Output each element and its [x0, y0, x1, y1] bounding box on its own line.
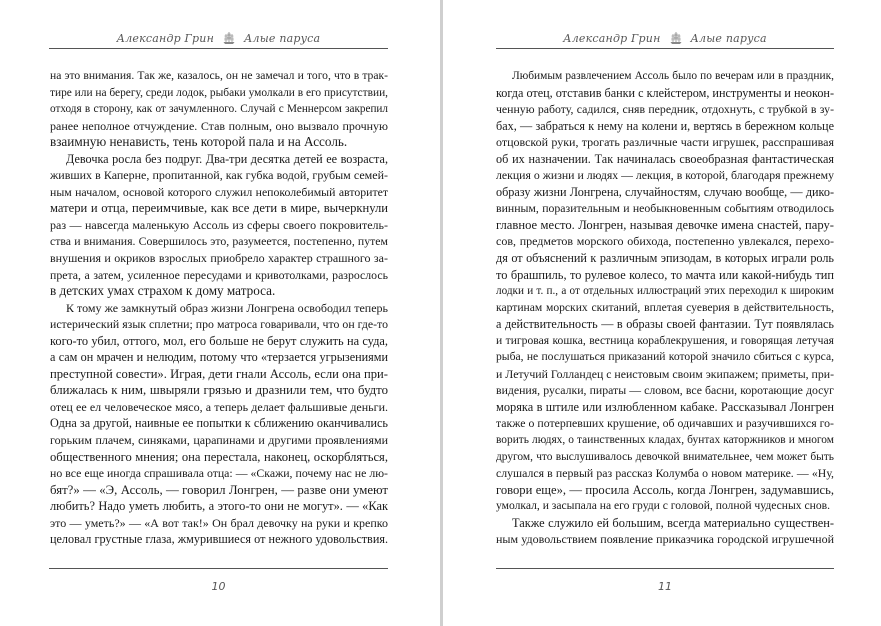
- text-line: ближалась к ним, швыряли грязью и дразнили тем, что будто: [50, 383, 388, 398]
- text-line: целовал грустные глаза, жмурившиеся от нежного удовольствия.: [50, 532, 388, 547]
- text-line: раз — навсегда маленькую Ассоль из сферы своего покровитель-: [50, 217, 388, 232]
- text-line: сов, предметов морского обихода, постепенно увлекался, перехо-: [496, 234, 834, 249]
- text-line: слушался в первый раз рассказ Колумба о новом материке. — «Ну,: [496, 466, 834, 481]
- left-page: [0, 0, 440, 626]
- text-line: кого-то убил, оттого, мол, его больше не берут служить на суда,: [50, 333, 388, 348]
- header-rule: [49, 48, 388, 49]
- text-line: а действительность — в образы своей фантазии. Тут появлялась: [496, 317, 834, 332]
- right-page: [443, 0, 881, 626]
- text-line: бят?» — «Э, Ассоль, — говорил Лонгрен, — разве они умеют: [50, 482, 388, 497]
- running-header: [49, 30, 388, 46]
- page-body-text: [496, 68, 834, 548]
- text-line: взаимную ненависть, тень которой пала и на Ассоль.: [50, 134, 348, 150]
- text-line: К тому же замкнутый образ жизни Лонгрена освободил теперь: [66, 300, 388, 315]
- header-title: Алые паруса: [244, 31, 321, 45]
- text-line: также о потерпевших крушение, об одичавших и разучившихся го-: [496, 416, 834, 431]
- text-line: другом, что выслушивалось девочкой внимательнее, чем может быть: [496, 450, 834, 463]
- text-line: отцовской руки, трогать различные части игрушек, расспрашивая: [496, 135, 834, 150]
- text-line: ным началом, основой которого служил непоколебимый авторитет: [50, 184, 388, 199]
- header-author: Александр Грин: [116, 31, 215, 45]
- text-line: об их назначении. Так начиналась своеобразная фантастическая: [496, 151, 834, 166]
- text-line: моряка в штиле или излюбленном кабаке. Рассказывал Лонгрен: [496, 399, 834, 414]
- page-number: 11: [658, 580, 672, 593]
- text-line: ства и внимания. Совершилось это, разумеется, постепенно, путем: [50, 234, 388, 249]
- text-line: и Летучий Голландец с неистовым своим экипажем; приметы, при-: [496, 366, 834, 381]
- text-line: преступной совести». Играя, дети гнали Ассоль, если она при-: [50, 366, 388, 381]
- text-line: бах, — забраться к нему на колени и, вертясь в бережном кольце: [496, 118, 834, 133]
- text-line: Одна за другой, наивные ее попытки к сближению оканчивались: [50, 416, 388, 431]
- text-line: винным, поразительным и необыкновенным событиям отводилось: [496, 201, 834, 216]
- footer-rule: [49, 568, 388, 569]
- text-line: на это внимания. Так же, казалось, он не замечал и того, что в трак-: [50, 69, 388, 82]
- text-line: ченную работу, садился, сняв передник, отдохнуть, с трубкой в зу-: [496, 102, 834, 117]
- text-line: отходя в сторону, как от зачумленного. Случай с Меннерсом закрепил: [50, 103, 388, 116]
- text-line: ранее неполное отчуждение. Став полным, оно вызвало прочную: [50, 118, 388, 133]
- page-body-text: [50, 68, 388, 548]
- text-line: горьким плачем, синяками, царапинами и другими проявлениями: [50, 433, 388, 448]
- text-line: живших в Каперне, пропитанной, как губка водой, грубым семей-: [50, 168, 388, 183]
- text-line: и тигровая кошка, вестница кораблекрушения, и говорящая летучая: [496, 333, 834, 347]
- text-line: прета, а затем, усиленное пересудами и кривотолками, разрослось: [50, 267, 388, 282]
- text-line: матери и отца, переимчивые, как все дети в мире, вычеркнули: [50, 201, 388, 216]
- text-line: Девочка росла без подруг. Два-три десятка детей ее возраста,: [66, 151, 388, 166]
- text-line: лекция о жизни и людях — лекция, в которой, благодаря прежнему: [496, 168, 834, 183]
- text-line: когда отец, отставив банки с клейстером, инструменты и неокон-: [496, 85, 834, 100]
- text-line: ным удовольствием появление приказчика городской игрушечной: [496, 532, 834, 547]
- header-rule: [496, 48, 834, 49]
- text-line: ворить людях, о таинственных кладах, бунтах каторжников и многом: [496, 434, 834, 447]
- text-line: видения, русалки, пираты — словом, все басни, коротающие досуг: [496, 383, 834, 398]
- text-line: а сам он мрачен и нелюдим, потому что «терзается угрызениями: [50, 350, 388, 365]
- text-line: то брашпиль, то рулевое колесо, то мачта или какой-нибудь тип: [496, 267, 834, 282]
- text-line: умолкал, и засыпала на его груди с головой, полной чудесных снов.: [496, 499, 831, 513]
- text-line: но все еще иногда спрашивала отца: — «Скажи, почему нас не лю-: [50, 466, 388, 481]
- text-line: Любимым развлечением Ассоль было по вечерам или в праздник,: [512, 70, 834, 82]
- text-line: внушения и окриков взрослых приобрело характер страшного за-: [50, 251, 388, 266]
- text-line: рыба, не послушаться приказаний которой значило сбиться с курса,: [496, 350, 834, 364]
- sailing-ship-icon: [222, 31, 236, 45]
- text-line: дя от объяснений к различным эпизодам, в которых играли роль: [496, 251, 834, 266]
- text-line: в детских умах страхом к дому матроса.: [50, 283, 276, 299]
- footer-rule: [496, 568, 834, 569]
- text-line: образу жизни Лонгрена, случайностям, случаю вообще, — дико-: [496, 184, 834, 199]
- text-line: истерический язык сплетни; про матроса говаривали, что он где-то: [50, 317, 388, 332]
- text-line: это — уметь?» — «А вот так!» Он брал девочку на руки и крепко: [50, 515, 388, 530]
- header-title: Алые паруса: [690, 31, 767, 45]
- text-line: говори еще», — просила Ассоль, когда Лонгрен, задумавшись,: [496, 482, 834, 497]
- text-line: Также служило ей большим, всегда материально существен-: [512, 515, 834, 530]
- text-line: общественного мнения; она перестала, наконец, оскорбляться,: [50, 449, 388, 464]
- page-number: 10: [211, 580, 226, 593]
- text-line: главное место. Лонгрен, называя девочке имена снастей, пару-: [496, 217, 834, 232]
- text-line: любить? Надо уметь любить, а этого-то они не могут». — «Как: [50, 499, 388, 514]
- header-author: Александр Грин: [563, 31, 661, 45]
- text-line: картинам морских скитаний, вплетая суеверия в действительность,: [496, 300, 834, 314]
- text-line: тире или на берегу, среди лодок, рыбаки умолкали в его присутствии,: [50, 86, 388, 99]
- text-line: отец ее ел человеческое мясо, а теперь делает фальшивые деньги.: [50, 399, 388, 414]
- sailing-ship-icon: [669, 31, 683, 45]
- running-header: [496, 30, 834, 46]
- text-line: лодки и т. п., а от отдельных иллюстраций этих переходил к широким: [496, 285, 834, 298]
